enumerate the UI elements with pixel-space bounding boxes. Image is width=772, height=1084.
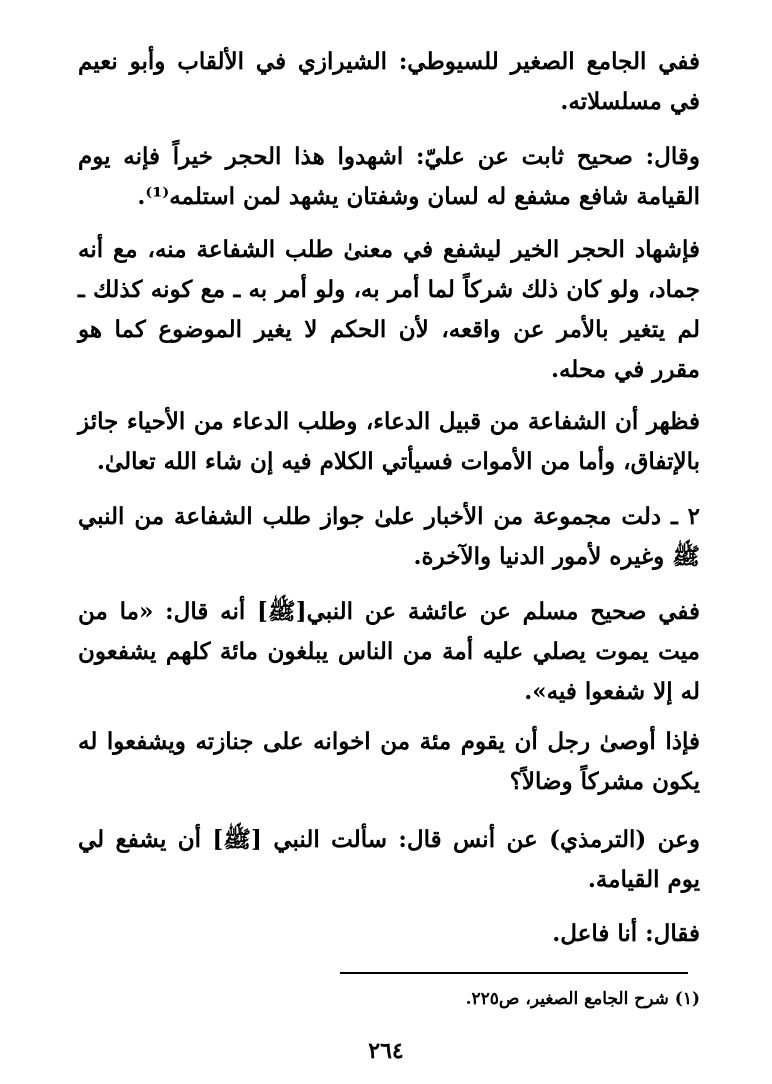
paragraph-2: وقال: صحيح ثابت عن عليّ: اشهدوا هذا الحجر خيراً فإنه يوم القيامة شافع مشفع له لسان وشفتان يشهد لمن استلمه⁽¹⁾. xyxy=(78,143,700,210)
paragraph-9: فقال: أنا فاعل. xyxy=(552,920,700,947)
page-number: ٢٦٤ xyxy=(368,1038,404,1064)
paragraph-4: فظهر أن الشفاعة من قبيل الدعاء، وطلب الدعاء من الأحياء جائز بالإتفاق، وأما من الأموات فسيأتي الكلام فيه إن شاء الله تعالىٰ. xyxy=(78,408,700,475)
footnote-divider xyxy=(340,972,688,974)
footnote: (١) شرح الجامع الصغير، ص٢٢٥. xyxy=(465,989,700,1009)
paragraph-3: فإشهاد الحجر الخير ليشفع في معنىٰ طلب الشفاعة منه، مع أنه جماد، ولو كان ذلك شركاً لما أمر به، ولو أمر به ـ مع كونه كذلك ـ لم يتغير بالأمر عن واقعه، لأن الحكم لا يغير الموضوع كما هو مقرر في محله. xyxy=(78,236,700,383)
paragraph-7: فإذا أوصىٰ رجل أن يقوم مئة من اخوانه على جنازته ويشفعوا له يكون مشركاً وضالاً؟ xyxy=(78,728,700,795)
paragraph-6: ففي صحيح مسلم عن عائشة عن النبي[ﷺ] أنه قال: «ما من ميت يموت يصلي عليه أمة من الناس يبلغون مائة كلهم يشفعون له إلا شفعوا فيه». xyxy=(78,598,700,705)
paragraph-1: ففي الجامع الصغير للسيوطي: الشيرازي في الألقاب وأبو نعيم في مسلسلاته. xyxy=(78,48,700,115)
paragraph-5: ٢ ـ دلت مجموعة من الأخبار علىٰ جواز طلب الشفاعة من النبي ﷺ وغيره لأمور الدنيا والآخرة. xyxy=(78,503,700,570)
paragraph-8: وعن (الترمذي) عن أنس قال: سألت النبي [ﷺ] أن يشفع لي يوم القيامة. xyxy=(78,826,700,893)
